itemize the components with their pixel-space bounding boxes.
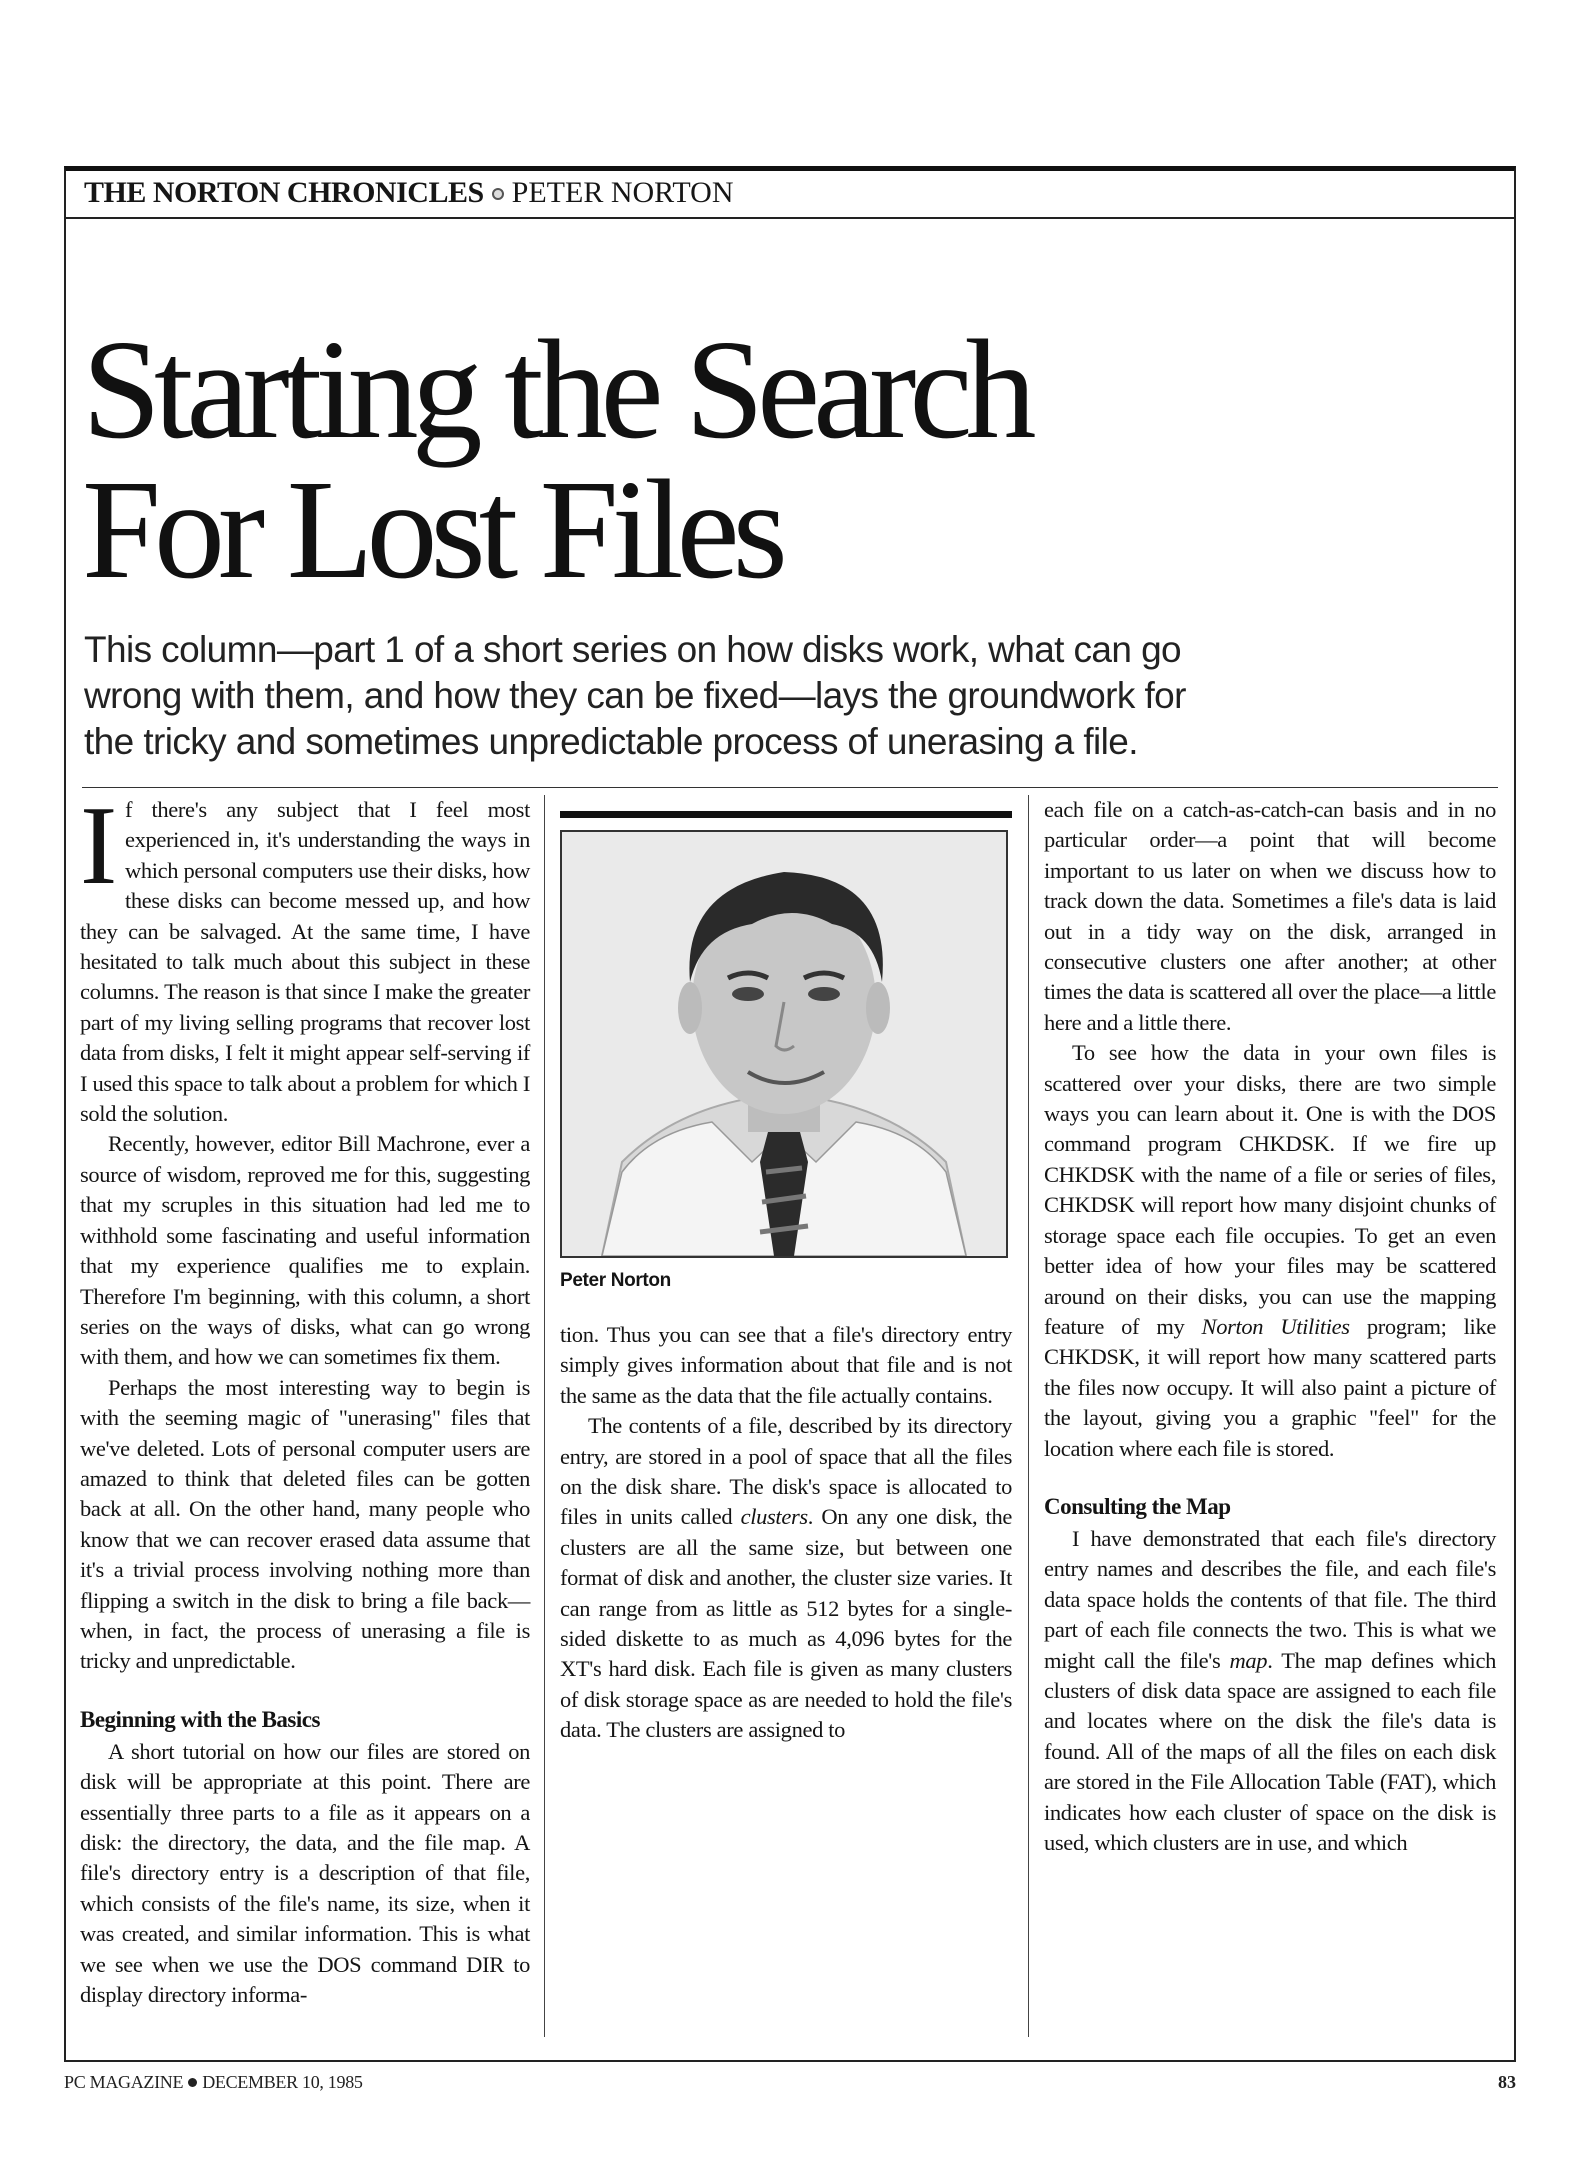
photo-rule (560, 811, 1012, 818)
page-number: 83 (1498, 2072, 1516, 2092)
column-header (66, 171, 1514, 219)
body-paragraph: Recently, however, editor Bill Machrone, ever a source of wisdom, reproved me for this, suggesting that my scruples in this situation had led me to withhold some fascinating and useful information that my experience qualifies me to explain. Therefore I'm beginning, with this column, a short series on the ways of disks, what can go wrong with them, and how we can sometimes fix them. (80, 1131, 530, 1370)
publication-name: PC MAGAZINE (64, 2072, 184, 2092)
text-column-1 (80, 784, 530, 2010)
deck-line: wrong with them, and how they can be fixed—lays the groundwork for (84, 675, 1186, 716)
article-headline (82, 310, 1282, 608)
subheading: Beginning with the Basics (80, 1706, 320, 1732)
text-column-2 (560, 771, 1012, 1746)
emphasis: map (1229, 1647, 1268, 1673)
headline-line: For Lost Files (82, 450, 781, 608)
body-paragraph: A short tutorial on how our files are stored on disk will be appropriate at this point. There are essentially three parts to a file as it appears on a disk: the directory, the data, and the file map. A file's directory entry is a description of that file, which consists of the file's name, its size, when it was created, and similar information. This is what we see when we use the DOS command DIR to display directory informa- (80, 1738, 530, 2008)
body-paragraph: tion. Thus you can see that a file's directory entry simply gives information about that file and is not the same as the data that the file actually contains. (560, 1322, 1012, 1408)
publication-line (64, 2070, 363, 2094)
body-paragraph: Perhaps the most interesting way to begin is with the seeming magic of "unerasing" files that we've deleted. Lots of personal computer users are amazed to think that deleted files can be gotten back at all. On the other hand, many people who know that we can recover erased data assume that it's a trivial process involving nothing more than flipping a switch in the disk to bring a file back—when, in fact, the process of unerasing a file is tricky and unpredictable. (80, 1374, 530, 1674)
deck-line: This column—part 1 of a short series on how disks work, what can go (84, 629, 1182, 670)
subheading: Consulting the Map (1044, 1493, 1231, 1519)
emphasis: clusters (740, 1504, 808, 1530)
column-divider (544, 795, 545, 2037)
column-name: THE NORTON CHRONICLES (84, 176, 484, 209)
column-divider (1028, 795, 1029, 2037)
article-deck (84, 627, 1304, 765)
body-paragraph: To see how the data in your own files is scattered over your disks, there are two simple ways you can learn about it. One is with the DOS command program CHKDSK. If we fire up CHKDSK with the name of a file or series of files, CHKDSK will report how many disjoint chunks of storage space each file occupies. To get an even better idea of how your files may be scattered around on their disks, you can use the mapping feature of my Norton Utilities program; like CHKDSK, it will report how many scattered parts the files now occupy. It will also paint a picture of the layout, giving you a graphic "feel" for the location where each file is stored. (1044, 1040, 1496, 1461)
text-column-3 (1044, 795, 1496, 1858)
body-paragraph: each file on a catch-as-catch-can basis and in no particular order—a point that will become important to us later on when we discuss how to track down the data. Sometimes a file's data is laid out in a tidy way on the disk, arranged in consecutive clusters one after another; at other times the data is scattered all over the place—a little here and a little there. (1044, 797, 1496, 1035)
photo-block (560, 811, 1012, 1294)
drop-cap: I (80, 784, 117, 908)
column-author: PETER NORTON (511, 176, 734, 209)
body-paragraph: If there's any subject that I feel most experienced in, it's understanding the ways in which personal computers use their disks, how these disks can become messed up, and how they can be salvaged. At the same time, I have hesitated to talk much about this subject in these columns. The reason is that since I make the greater part of my living selling programs that recover lost data from disks, I felt it might appear self-serving if I used this space to talk about a problem for which I sold the solution. (80, 784, 530, 1127)
emphasis: Norton Utilities (1201, 1313, 1350, 1339)
photo-caption: Peter Norton (560, 1270, 671, 1291)
headline-line: Starting the Search (82, 310, 1030, 468)
article-frame (64, 166, 1516, 2062)
issue-date: DECEMBER 10, 1985 (202, 2072, 363, 2092)
bullet-icon (492, 188, 504, 200)
body-paragraph: I have demonstrated that each file's directory entry names and describes the file, and each file's data space holds the contents of that file. The third part of each file connects the two. This is what we might call the file's map. The map defines which clusters of disk data space are assigned to each file and locates where on the disk the file's data is found. All of the maps of all the files on each disk are stored in the File Allocation Table (FAT), which indicates how each cluster of space on the disk is used, which clusters are in use, and which (1044, 1525, 1496, 1855)
body-paragraph: The contents of a file, described by its directory entry, are stored in a pool of space that all the files on the disk share. The disk's space is allocated to files in units called clusters. On any one disk, the clusters are all the same size, but between one format of disk and another, the cluster size varies. It can range from as little as 512 bytes for a single-sided diskette to as much as 4,096 bytes for the XT's hard disk. Each file is given as many clusters of disk storage space as are needed to hold the file's data. The clusters are assigned to (560, 1413, 1012, 1743)
deck-line: the tricky and sometimes unpredictable process of unerasing a file. (84, 721, 1138, 762)
author-photo (560, 830, 1008, 1258)
bullet-icon (188, 2078, 197, 2087)
portrait-image (562, 832, 1006, 1256)
